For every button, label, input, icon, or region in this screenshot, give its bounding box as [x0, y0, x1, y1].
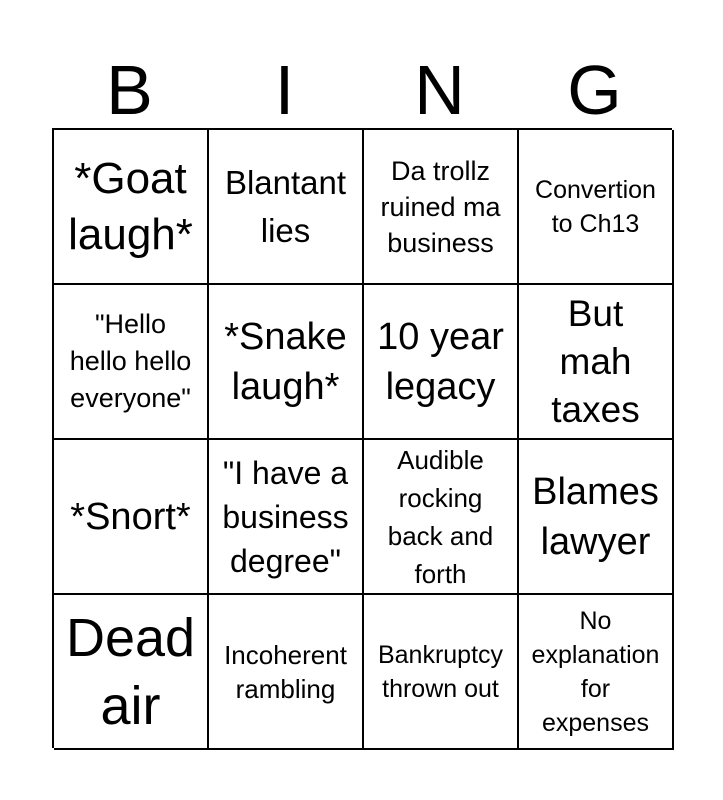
bingo-cell-r1c3[interactable]	[364, 130, 519, 285]
bingo-cell-r4c1[interactable]	[54, 595, 209, 750]
bingo-cell-text: "I have a business degree"	[222, 454, 349, 579]
header-letter-b: B	[106, 51, 153, 129]
bingo-cell-text: Dead air	[65, 607, 196, 736]
bingo-cell-r1c1[interactable]	[54, 130, 209, 285]
bingo-cell-r3c3[interactable]	[364, 440, 519, 595]
bingo-cell-text: *Snake laugh*	[224, 315, 347, 408]
bingo-cell-text: Blantant lies	[224, 163, 347, 249]
bingo-cell-r4c4[interactable]	[519, 595, 674, 750]
bingo-cell-text: Convertion to Ch13	[535, 175, 656, 238]
bingo-cell-text: *Snort*	[70, 495, 191, 538]
bingo-cell-text: *Goat laugh*	[68, 153, 193, 259]
bingo-cell-text: 10 year legacy	[377, 315, 504, 408]
bingo-header	[52, 52, 672, 128]
bingo-cell-r4c2[interactable]	[209, 595, 364, 750]
bingo-cell-text: No explanation for expenses	[531, 606, 660, 737]
bingo-cell-r2c1[interactable]	[54, 285, 209, 440]
bingo-cell-r3c4[interactable]	[519, 440, 674, 595]
bingo-cell-text: Blames lawyer	[532, 470, 659, 563]
bingo-cell-r2c2[interactable]	[209, 285, 364, 440]
bingo-cell-r3c2[interactable]	[209, 440, 364, 595]
bingo-board	[52, 128, 672, 748]
bingo-cell-r1c4[interactable]	[519, 130, 674, 285]
bingo-cell-text: "Hello hello hello everyone"	[69, 309, 192, 413]
bingo-cell-r2c3[interactable]	[364, 285, 519, 440]
bingo-cell-text: But mah taxes	[551, 292, 640, 430]
bingo-cell-text: Bankruptcy thrown out	[377, 640, 504, 703]
header-letter-n: N	[414, 51, 465, 129]
bingo-cell-text: Da trollz ruined ma business	[380, 155, 501, 258]
bingo-cell-r4c3[interactable]	[364, 595, 519, 750]
bingo-cell-r1c2[interactable]	[209, 130, 364, 285]
bingo-cell-r3c1[interactable]	[54, 440, 209, 595]
header-letter-g: G	[567, 51, 622, 129]
bingo-cell-r2c4[interactable]	[519, 285, 674, 440]
bingo-cell-text: Incoherent rambling	[224, 639, 347, 704]
bingo-cell-text: Audible rocking back and forth	[387, 444, 494, 589]
header-letter-i: I	[274, 51, 295, 129]
